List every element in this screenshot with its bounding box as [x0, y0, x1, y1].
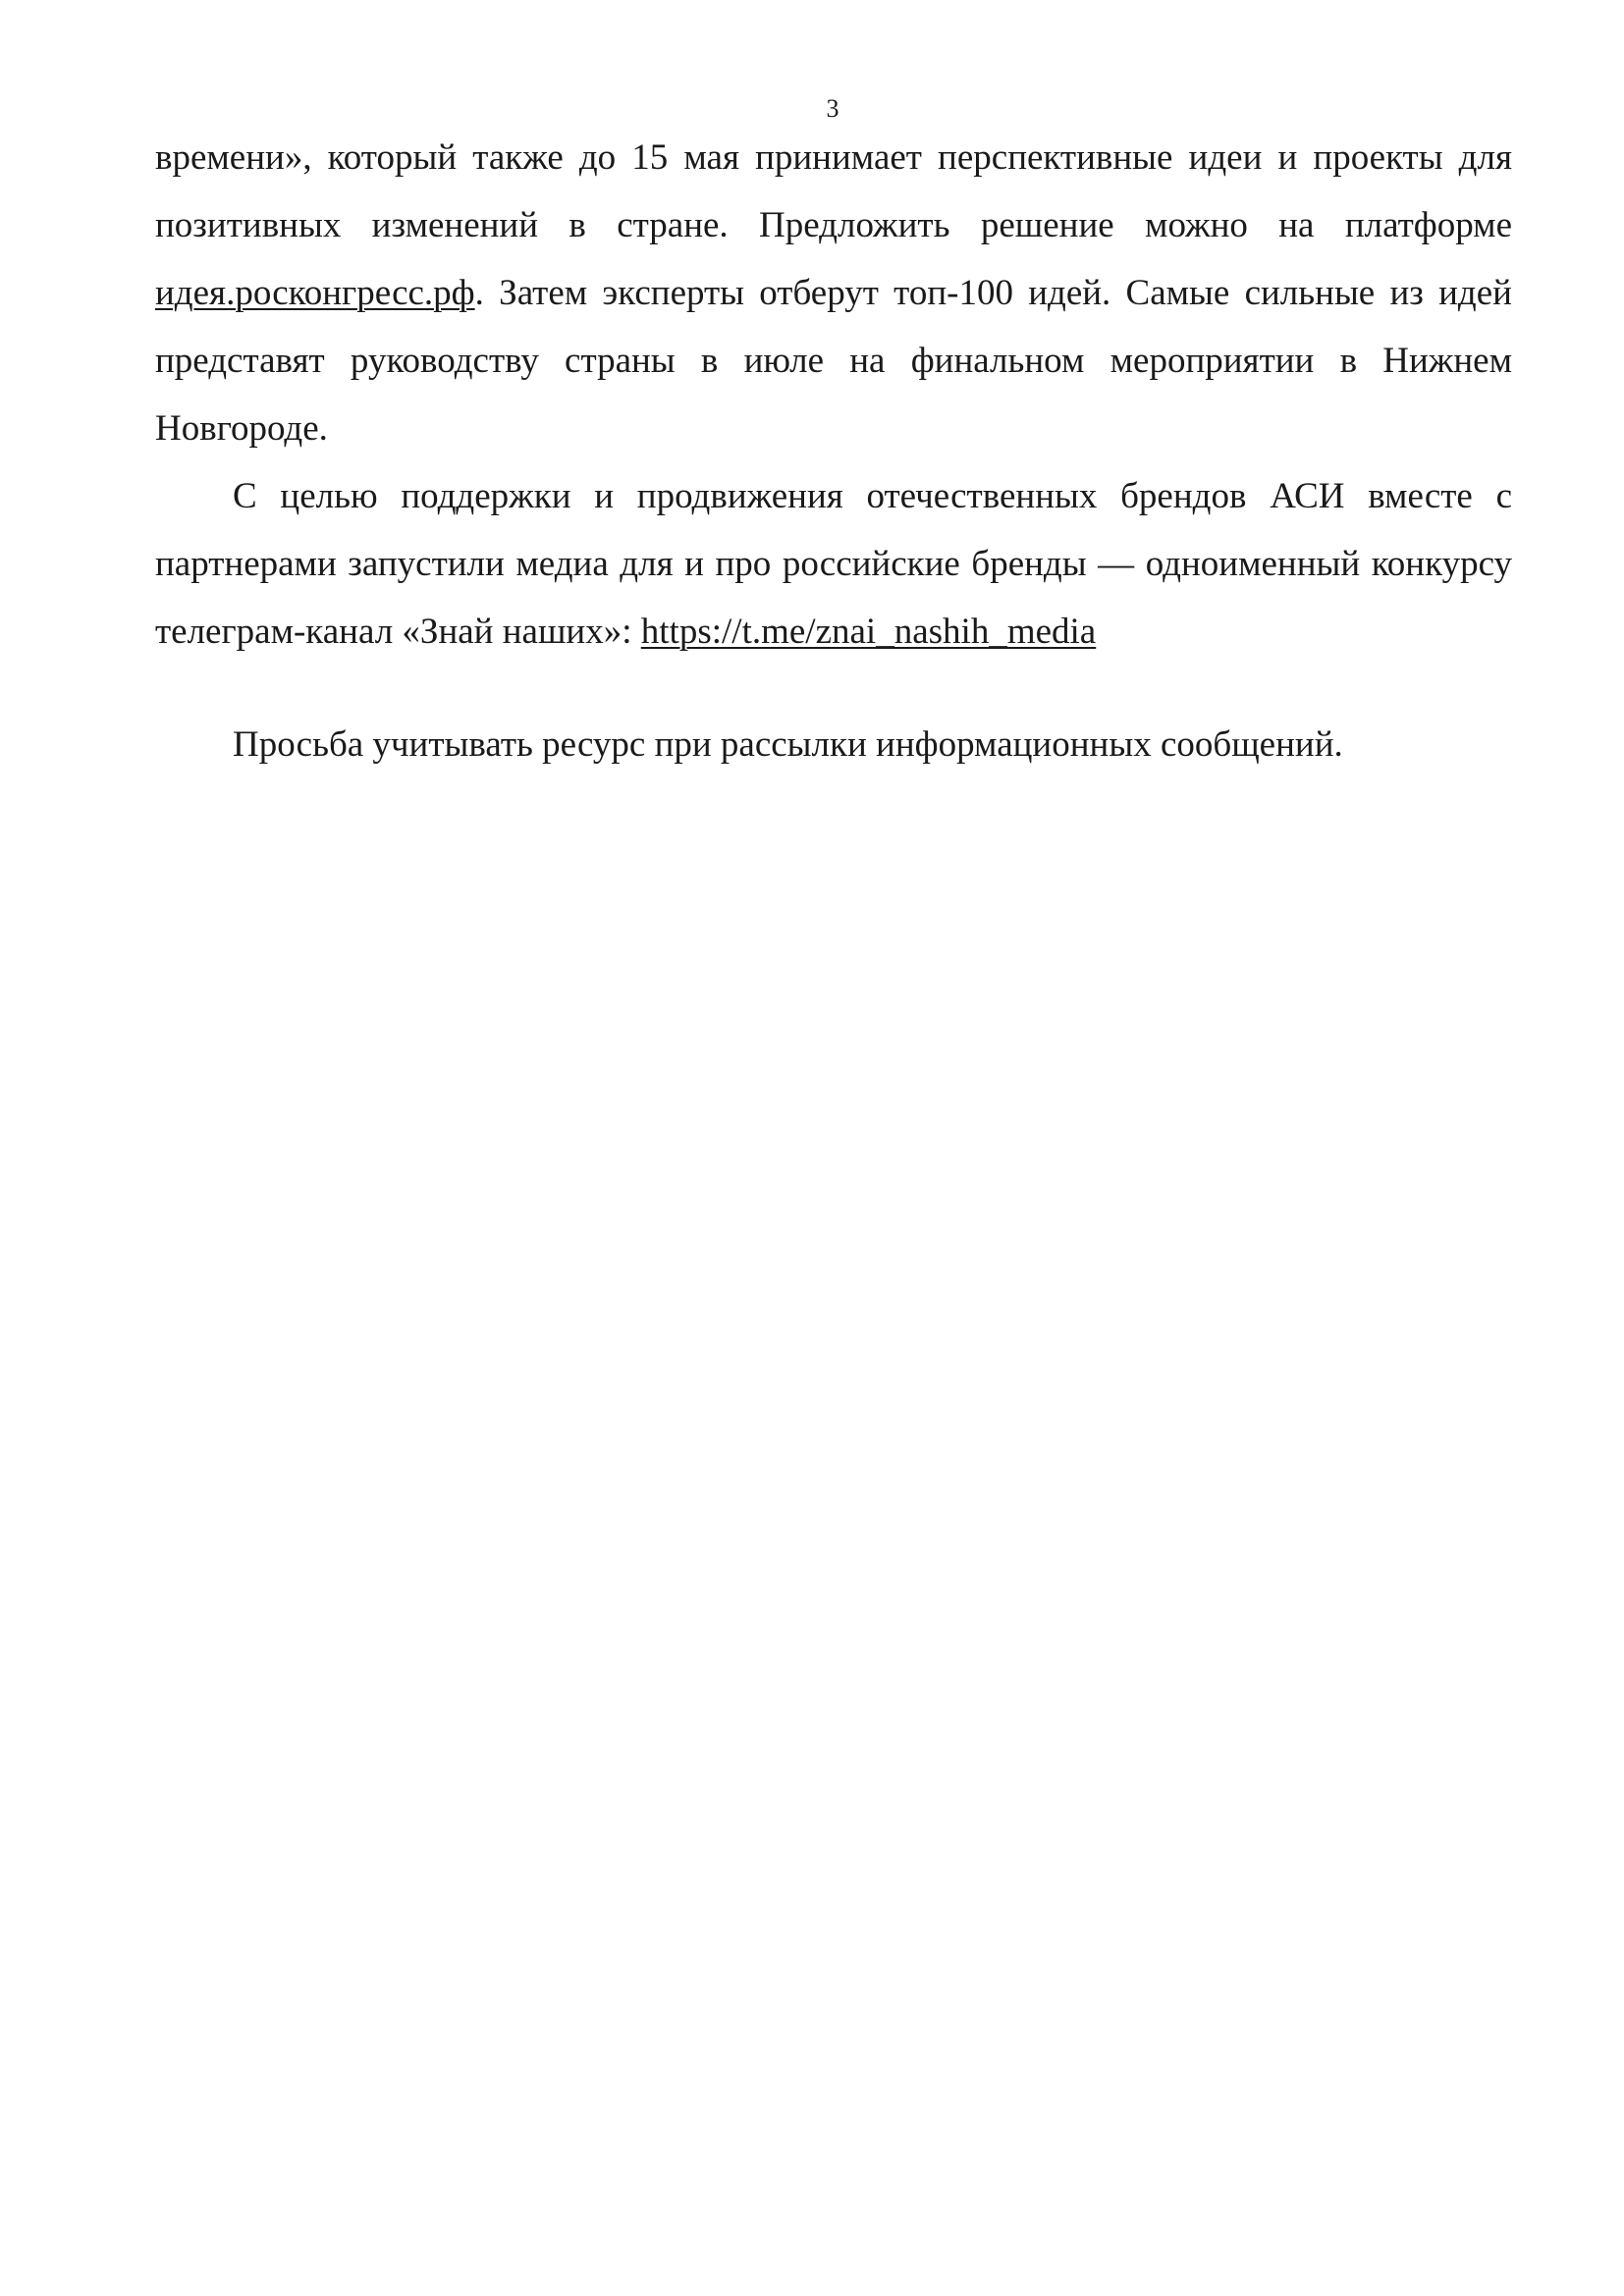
- paragraph-brands: [155, 462, 1512, 666]
- paragraph-1-text-start: времени», который также до 15 мая принимает перспективные идеи и проекты для позитивных изменений в стране. Предложить решение можно на платформе: [155, 137, 1512, 245]
- paragraph-3-text: Просьба учитывать ресурс при рассылки информационных сообщений.: [233, 724, 1343, 765]
- idea-platform-link[interactable]: идея.росконгресс.рф: [155, 273, 475, 313]
- paragraph-2-text: С целью поддержки и продвижения отечественных брендов АСИ вместе с партнерами запустили медиа для и про российские бренды — одноименный конкурсу телеграм-канал «Знай наших»:: [155, 476, 1512, 652]
- paragraph-continuation: [155, 124, 1512, 462]
- telegram-channel-link[interactable]: https://t.me/znai_nashih_media: [640, 612, 1097, 652]
- paragraph-request: [155, 711, 1512, 778]
- paragraph-1-text-end: . Затем эксперты отберут топ-100 идей. Самые сильные из идей представят руководству страны в июле на финальном мероприятии в Нижнем Новгороде.: [155, 273, 1512, 449]
- paragraph-spacer: [155, 666, 1512, 711]
- page-number: 3: [826, 94, 839, 123]
- body-text: [155, 124, 1512, 778]
